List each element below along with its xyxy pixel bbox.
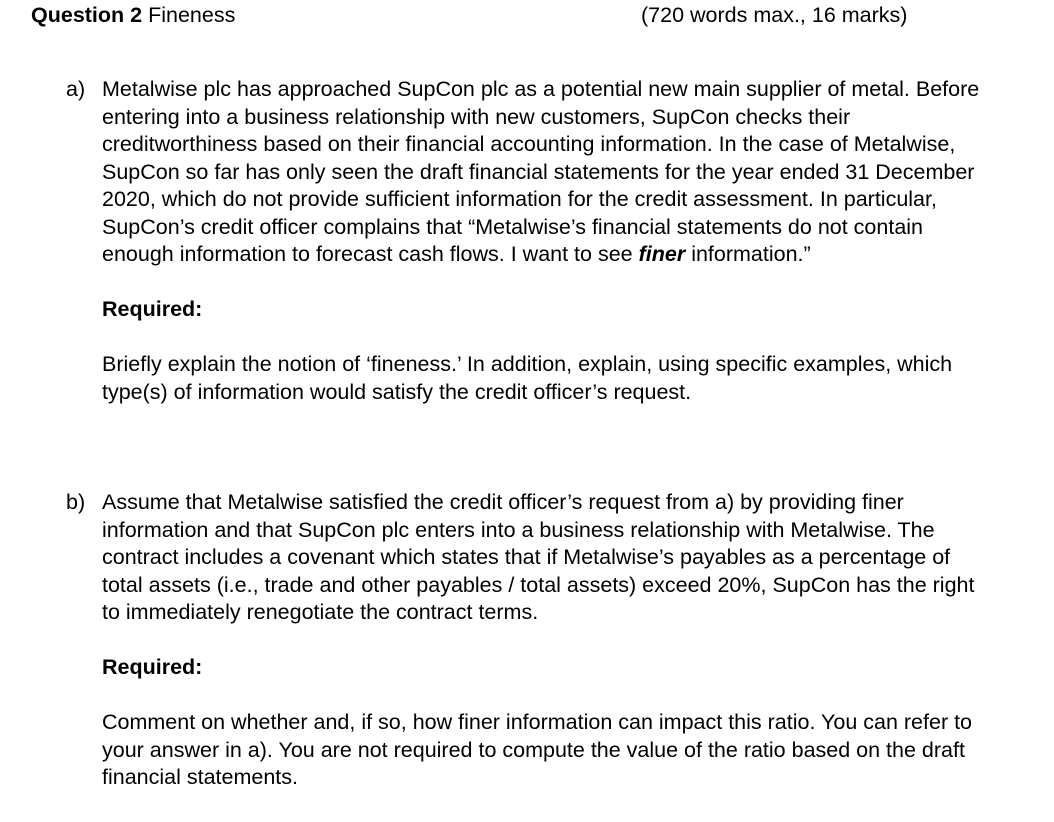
- part-b-content: [102, 489, 992, 792]
- part-a-marker: a): [66, 77, 86, 101]
- part-a-task: Briefly explain the notion of ‘fineness.’ In addition, explain, using specific examples, which type(s) of information would satisfy the credit officer’s request.: [102, 352, 953, 404]
- part-a-scenario-text: Metalwise plc has approached SupCon plc as a potential new main supplier of metal. Before entering into a business relationship with new customers, SupCon checks their creditworthiness based on their financial accounting information. In the case of Metalwise, SupCon so far has only seen the draft financial statements for the year ended 31 December 2020, which do not provide sufficient information for the credit assessment. In particular, SupCon’s credit officer complains that “Metalwise’s financial statements do not contain enough information to forecast cash flows. I want to see: [102, 77, 980, 266]
- part-b-scenario: Assume that Metalwise satisfied the credit officer’s request from a) by providing finer information and that SupCon plc enters into a business relationship with Metalwise. The contract includes a covenant which states that if Metalwise’s payables as a percentage of total assets (i.e., trade and other payables / total assets) exceed 20%, SupCon has the right to immediately renegotiate the contract terms.: [102, 490, 975, 624]
- part-a-required-label: Required:: [102, 297, 203, 321]
- part-a-content: [102, 76, 992, 406]
- word-and-marks-limit: (720 words max., 16 marks): [641, 3, 908, 27]
- part-a-scenario: [102, 76, 992, 269]
- part-b-task: Comment on whether and, if so, how finer information can impact this ratio. You can refer to your answer in a). You are not required to compute the value of the ratio based on the draft financial statements.: [102, 710, 973, 789]
- question-title: Fineness: [148, 3, 236, 27]
- part-a-emphasis: finer: [638, 242, 686, 266]
- question-label: Question 2: [31, 3, 143, 27]
- part-a-scenario-end: information.”: [691, 242, 811, 266]
- part-b-marker: b): [66, 490, 86, 514]
- question-header: [31, 2, 951, 30]
- part-b-required-label: Required:: [102, 655, 203, 679]
